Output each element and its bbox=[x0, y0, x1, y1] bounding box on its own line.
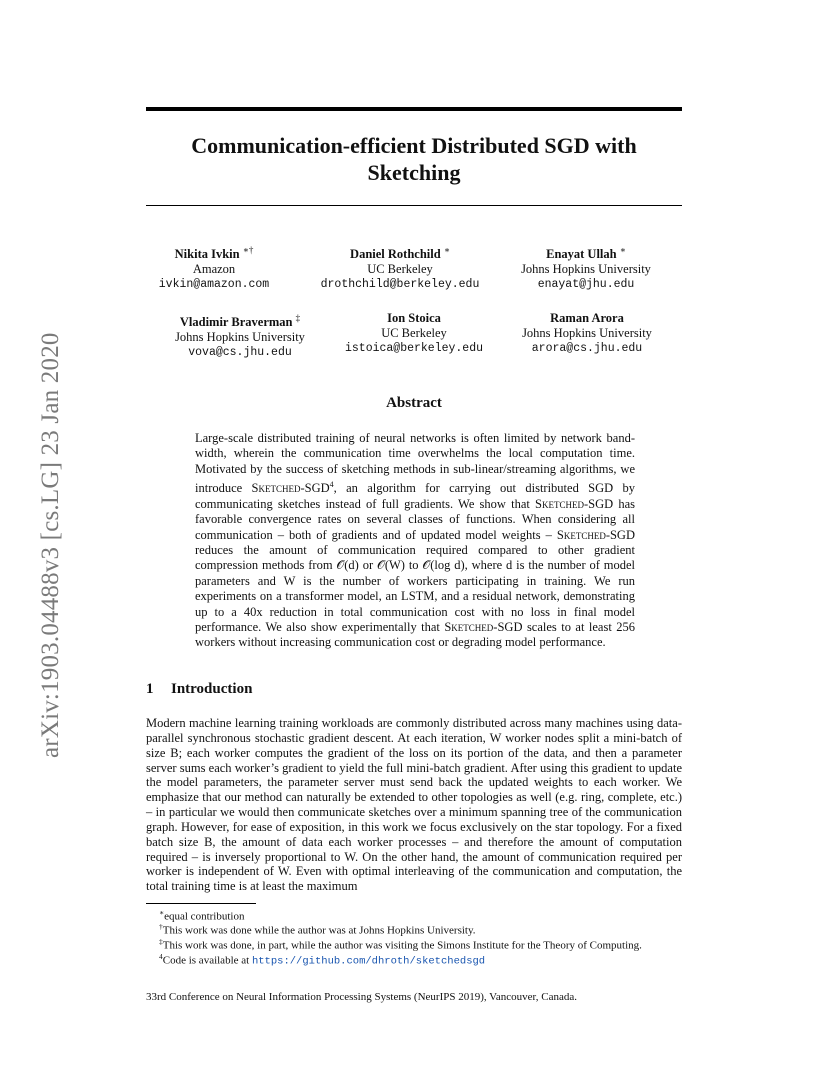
abstract-heading: Abstract bbox=[386, 395, 442, 411]
author-affiliation: Johns Hopkins University bbox=[522, 326, 652, 340]
author-email: drothchild@berkeley.edu bbox=[320, 278, 480, 292]
author-affiliation: Amazon bbox=[192, 262, 236, 277]
author-block bbox=[314, 311, 514, 356]
code-link[interactable]: https://github.com/dhroth/sketchedsgd bbox=[251, 955, 486, 968]
author-affiliation: Johns Hopkins University bbox=[175, 330, 305, 345]
author-name: Nikita Ivkin ∗† bbox=[174, 245, 254, 262]
footnote-ref: 4 bbox=[329, 480, 334, 490]
author-block bbox=[140, 311, 340, 360]
title-bottom-rule bbox=[146, 205, 682, 206]
footnote: †This work was done while the author was at Johns Hopkins University. bbox=[159, 922, 476, 937]
footnote: ‡This work was done, in part, while the author was visiting the Simons Institute for the Theory of Computing. bbox=[159, 937, 642, 952]
section-heading-introduction: 1 Introduction bbox=[146, 681, 253, 697]
author-block bbox=[114, 243, 314, 292]
author-email: istoica@berkeley.edu bbox=[344, 342, 484, 355]
author-name: Daniel Rothchild ∗ bbox=[350, 245, 450, 262]
author-email: ivkin@amazon.com bbox=[158, 278, 270, 292]
author-email: arora@cs.jhu.edu bbox=[531, 342, 643, 355]
author-name: Ion Stoica bbox=[387, 311, 441, 325]
paper-title: Communication-efficient Distributed SGD with Sketching bbox=[191, 133, 637, 185]
author-email: enayat@jhu.edu bbox=[537, 278, 635, 292]
author-affiliation: UC Berkeley bbox=[367, 262, 433, 277]
footnote-rule bbox=[146, 903, 256, 904]
author-affiliation: Johns Hopkins University bbox=[521, 262, 651, 277]
author-name: Vladimir Braverman ‡ bbox=[179, 313, 301, 330]
author-email: vova@cs.jhu.edu bbox=[188, 346, 292, 360]
title-top-rule bbox=[146, 107, 682, 111]
footnote: ∗equal contribution bbox=[159, 908, 245, 923]
author-block bbox=[486, 243, 686, 292]
author-name: Enayat Ullah ∗ bbox=[546, 245, 626, 262]
author-block bbox=[487, 311, 687, 356]
venue-footer: 33rd Conference on Neural Information Processing Systems (NeurIPS 2019), Vancouver, Canada. bbox=[146, 991, 578, 1003]
abstract-text: Large-scale distributed training of neural networks is often limited by network band-width, wherein the communication time overwhelms the local computation time. Motivated by the success of sketching methods in sub-linear/streaming algorithms, we introduce Sketched-SGD$^4$, an algorithm for carrying out distributed SGD by communicating sketches instead of full gradients. We show that Sketched-SGD has favorable convergence rates on several classes of functions. When considering all communication – both of gradients and of updated model weights – Sketched-SGD reduces the amount of communication required compared to other gradient compression methods from 𝒪(d) or 𝒪(W) to 𝒪(log d), where d is the number of model parameters and W is the number of workers participating in training. We run experiments on a transformer model, an LSTM, and a residual network, demonstrating up to a 40x reduction in total communication cost with no loss in final model performance. We also show experimentally that Sketched-SGD scales to at least 256 workers without increasing communication cost or degrading model performance. bbox=[195, 431, 635, 650]
footnote: $^4$Code is available at https://github.com/dhroth/sketchedsgd bbox=[159, 952, 486, 968]
author-affiliation: UC Berkeley bbox=[381, 326, 447, 340]
arxiv-identifier: arXiv:1903.04488v3 [cs.LG] 23 Jan 2020 bbox=[37, 332, 64, 758]
author-block bbox=[300, 243, 500, 292]
author-name: Raman Arora bbox=[550, 311, 624, 325]
introduction-paragraph: Modern machine learning training workloads are commonly distributed across many machines using data-parallel synchronous stochastic gradient descent. At each iteration, W worker nodes split a mini-batch of size B; each worker computes the gradient of the loss on its portion of the data, and then a parameter server sums each worker’s gradient to yield the full mini-batch gradient. After using this gradient to update the model parameters, the parameter server must send back the updated weights to each worker. We emphasize that our method can naturally be extended to other topologies as well (e.g. ring, complete, etc.) – in particular we would then communicate sketches over a minimum spanning tree of the communication graph. However, for ease of exposition, in this work we focus exclusively on the star topology. For a fixed batch size B, the amount of data each worker processes – and therefore the amount of computation required – is inversely proportional to W. On the other hand, the amount of communication required per worker is independent of W. Even with optimal interleaving of the communication and computation, the total training time is at least the maximum bbox=[146, 716, 682, 894]
